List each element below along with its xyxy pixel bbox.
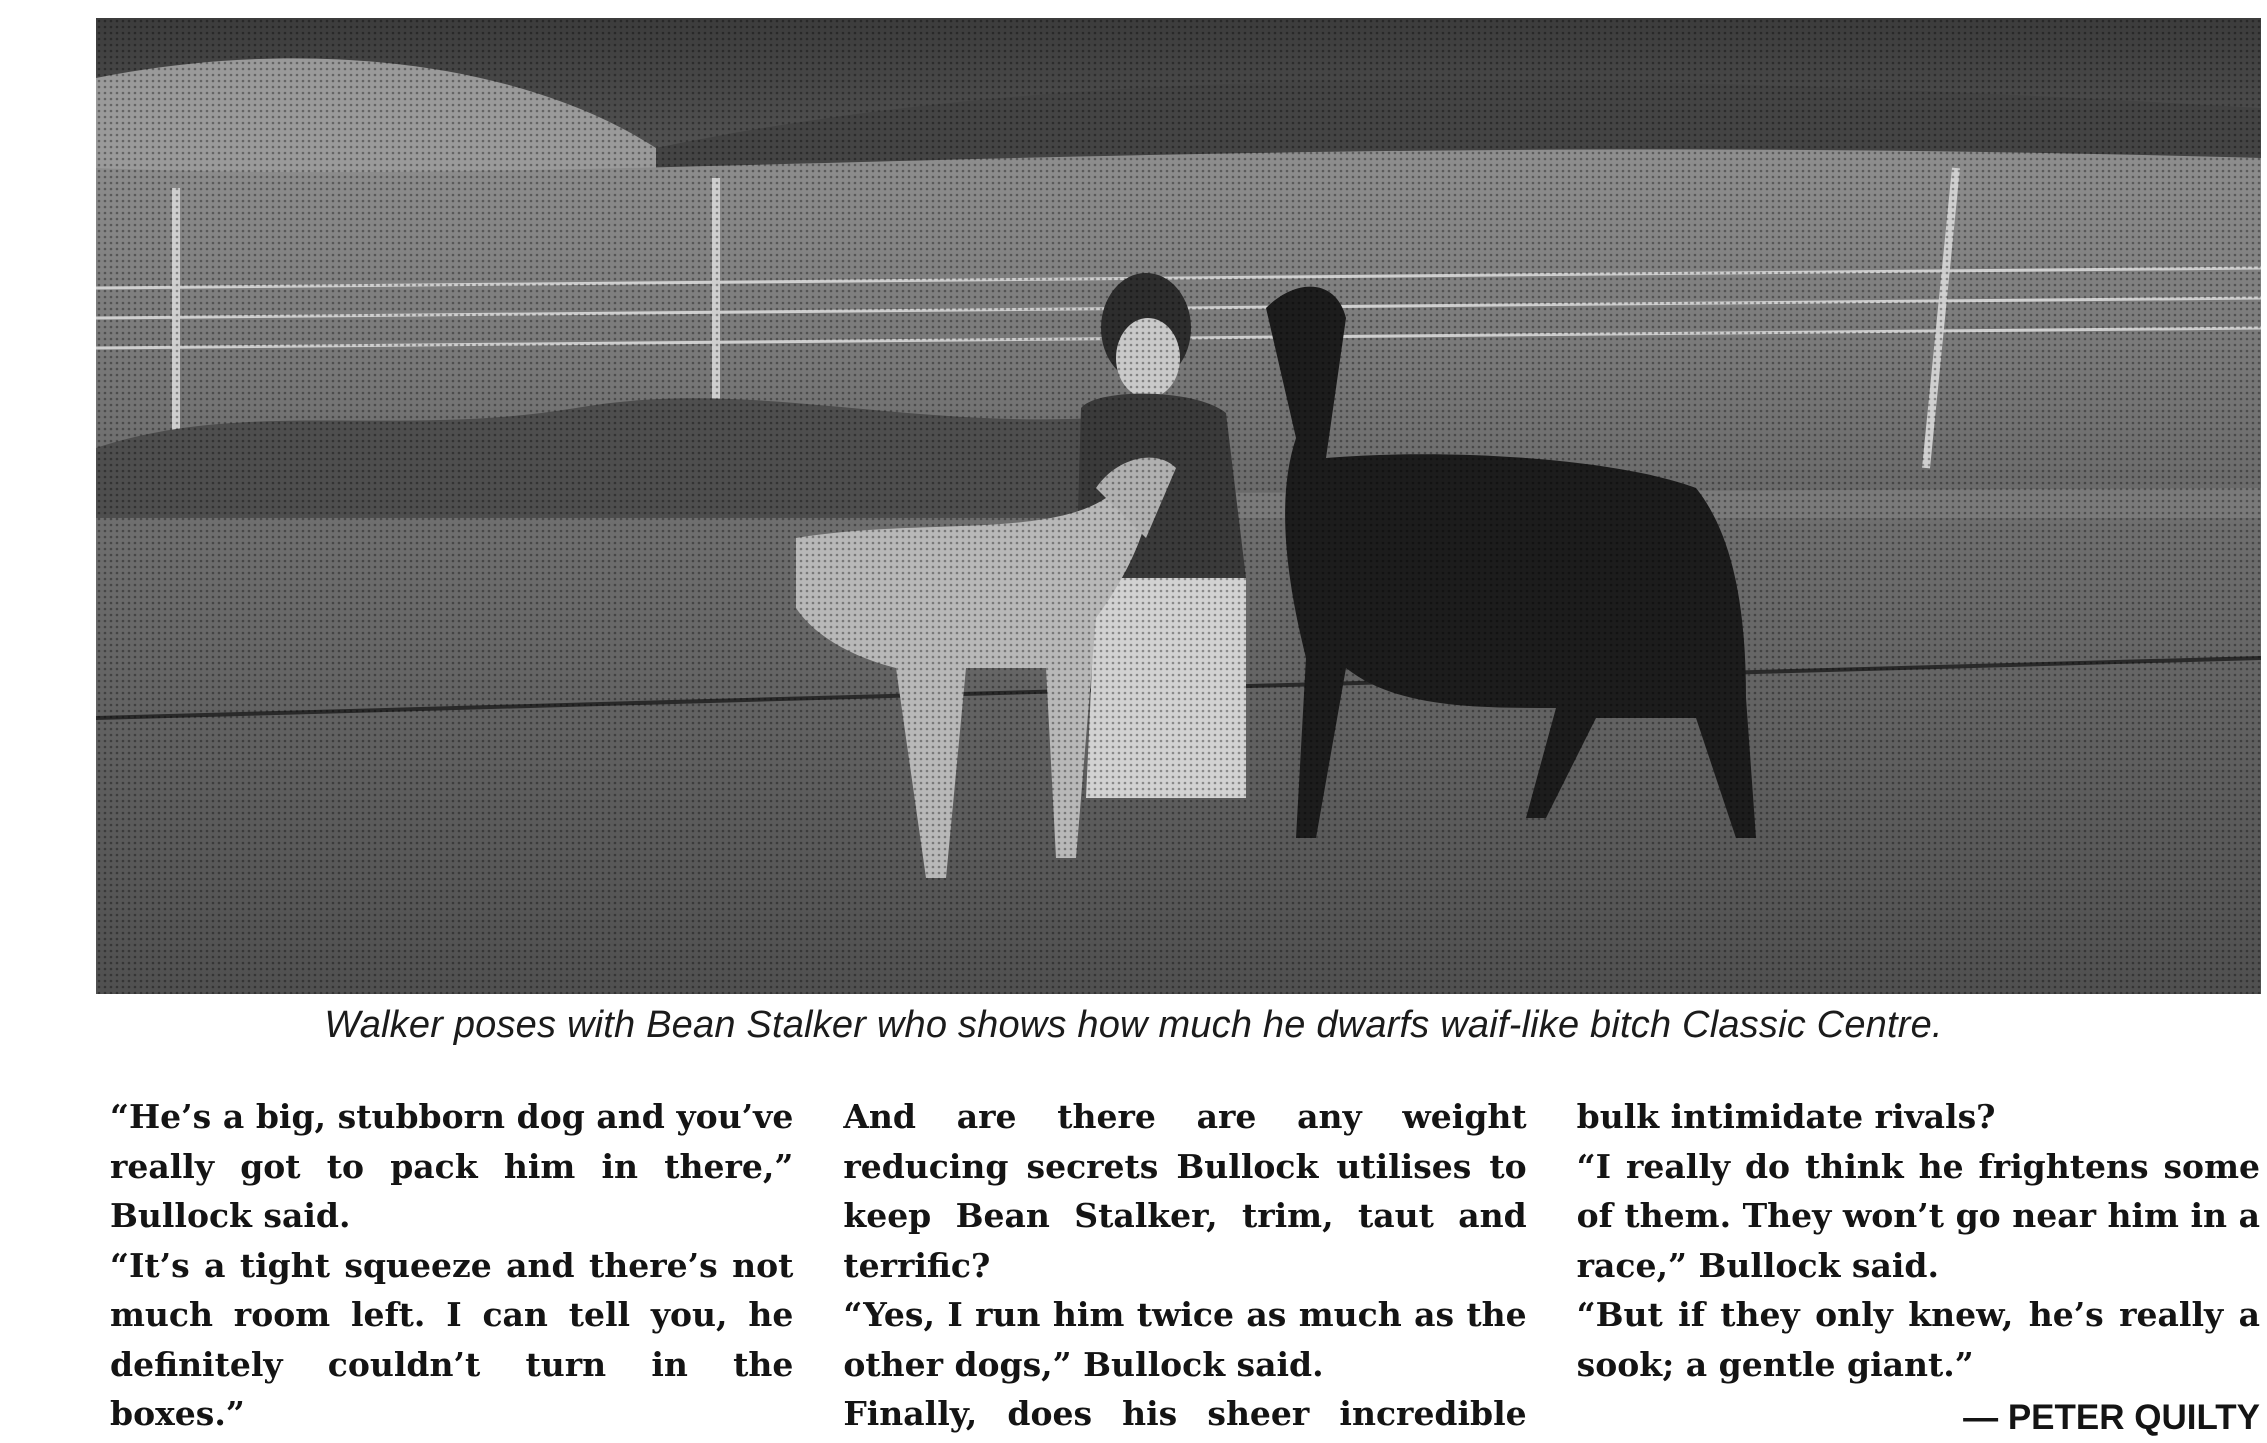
paragraph: “Yes, I run him twice as much as the other dogs,” Bullock said. (843, 1295, 1527, 1384)
article-photo (96, 18, 2261, 994)
article-body (110, 1092, 2260, 1438)
paragraph: “I really do think he frightens some of them. They won’t go near him in a race,” Bullock said. (1576, 1146, 2260, 1285)
photo-illustration (96, 18, 2261, 994)
author-byline: — PETER QUILTY (1963, 1398, 2260, 1437)
photo-caption: Walker poses with Bean Stalker who shows how much he dwarfs waif-like bitch Classic Centre. (324, 1004, 1943, 1046)
paragraph: “But if they only knew, he’s really a sook; a gentle giant.” (1576, 1295, 2260, 1384)
paragraph: And are there are any weight reducing secrets Bullock utilises to keep Bean Stalker, trim, taut and terrific? (843, 1097, 1527, 1285)
paragraph: “It’s a tight squeeze and there’s not much room left. I can tell you, he definitely couldn’t turn in the boxes.” (110, 1245, 794, 1433)
article-column-3 (1577, 1092, 2260, 1438)
article-column-1 (110, 1092, 793, 1438)
paragraph: “He’s a big, stubborn dog and you’ve really got to pack him in there,” Bullock said. (110, 1097, 794, 1235)
paragraph: Finally, does his sheer incredible (843, 1394, 1527, 1433)
paragraph: bulk intimidate rivals? (1576, 1097, 1996, 1136)
article-column-2 (843, 1092, 1526, 1438)
